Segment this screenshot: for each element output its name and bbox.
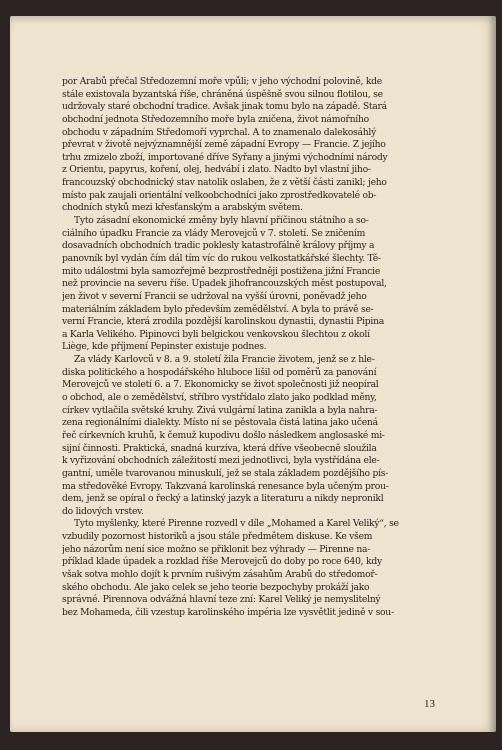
text-line: o obchod, ale o zemědělství, stříbro vystřídalo zlato jako podklad měny, [62,392,377,404]
text-line: řeč církevních kruhů, k čemuž kupodivu došlo následkem anglosaské mi- [62,429,385,441]
text-line: ma středověké Evropy. Takzvaná karolinská renesance byla učeným prou- [62,480,389,492]
text-line: diska politického a hospodářského hluboce lišil od poměrů za panování [62,366,377,378]
text-line: vzbudily pozornost historiků a jsou stále předmětem diskuse. Ke všem [62,531,373,543]
text-line: sijní činnosti. Praktická, snadná kurzíva, která dříve všeobecně sloužila [62,442,377,454]
text-line: Merovejců ve století 6. a 7. Ekonomicky se život společnosti již neopíral [62,379,379,391]
text-line: příklad klade úpadek a rozklad říše Merovejců do doby po roce 640, kdy [62,556,382,568]
text-line: stále existovala byzantská říše, chráněná úspěšně svou silnou flotilou, se [62,88,383,100]
text-line: církev vytlačila světské kruhy. Živá vulgární latina zanikla a byla nahra- [62,404,378,416]
text-line: gantní, uměle tvarovanou minuskulí, jež se stala základem pozdějšího pís- [62,467,389,479]
text-line: z Orientu, papyrus, koření, olej, hedvábí i zlato. Nadto byl vlastní jiho- [62,164,371,176]
text-line: Tyto zásadní ekonomické změny byly hlavní příčinou státního a so- [74,215,369,227]
text-line: Tyto myšlenky, které Pirenne rozvedl v díle „Mohamed a Karel Veliký“, se [74,518,399,530]
text-line: bez Mohameda, čili vzestup karolinského impéria lze vysvětlit jedině v sou- [62,606,394,618]
text-line: por Arabů přečal Středozemní moře vpůli; v jeho východní polovině, kde [62,76,382,87]
text-line: zena regionálními dialekty. Místo ní se pěstovala čistá latina jako učená [62,417,378,429]
text-line: jen život v severní Francii se udržoval na vyšší úrovni, poněvadž jeho [62,290,367,302]
text-line: chodních styků mezi křesťanským a arabským světem. [62,202,303,214]
text-line: do lidových vrstev. [62,505,144,517]
text-line: ciálního úpadku Francie za vlády Merovejců v 7. století. Se zničením [62,227,366,239]
page-edge-shadow [488,16,496,732]
book-page [10,16,496,732]
text-line: dem, jenž se opíral o řecký a latinský jazyk a literaturu a nikdy nepronikl [62,493,384,505]
text-line: převrat v životě nejvýznamnější země západní Evropy — Francie. Z jejího [62,139,386,151]
text-line: dosavadních obchodních tradic poklesly katastrofálně královy příjmy a [62,240,375,252]
text-line: udržovaly staré obchodní tradice. Avšak jinak tomu bylo na západě. Stará [62,101,387,113]
text-line: k vyřizování obchodních záležitostí mezi jednotlivci, byla vystřídána ele- [62,455,380,467]
text-line: francouzský obchodnický stav natolik oslaben, že z větší části zanikl; jeho [62,177,387,189]
text-line: ského obchodu. Ale jako celek se jeho teorie bezpochyby prokáží jako [62,581,370,593]
text-line: Liège, kde příjmení Pepinster existuje podnes. [62,341,267,353]
text-line: Za vlády Karlovců v 8. a 9. století žila Francie životem, jenž se z hle- [74,354,375,366]
text-line: materiálním základem bylo především zemědělství. A byla to právě se- [62,303,374,315]
text-line: místo pak zaujali orientální velkoobchodníci jako zprostředkovatelé ob- [62,189,377,201]
text-line: než provincie na severu říše. Úpadek jihofrancouzských měst postupoval, [62,278,387,290]
text-line: obchodní jednota Středozemního moře byla zničena, život námořního [62,113,369,125]
text-line: obchodu v západním Středomoří vyprchal. A to znamenalo dalekosáhlý [62,126,377,138]
body-text [62,76,440,620]
page-number: 13 [424,698,435,710]
text-line: mito událostmi byla samozřejmě bezprostředněji postižena jižní Francie [62,265,381,277]
text-line: jeho názorům není sice možno se přiklonit bez výhrady — Pirenne na- [62,543,371,555]
text-line: správné. Pirennova odvážná hlavní teze zní: Karel Veliký je nemyslitelný [62,594,381,606]
text-line: verní Francie, která zrodila pozdější karolinskou dynastii, dynastii Pipina [62,316,384,328]
text-line: a Karla Velikého. Pipinovci byli belgickou venkovskou šlechtou z okolí [62,328,370,340]
text-line: panovník byl vydán čím dál tím víc do rukou velkostatkářské šlechty. Tě- [62,252,381,264]
text-line: však sotva mohlo dojít k prvním rušivým zásahům Arabů do středomoř- [62,568,378,580]
text-line: trhu zmizelo zboží, importované dříve Syřany a jinými východními národy [62,151,388,163]
